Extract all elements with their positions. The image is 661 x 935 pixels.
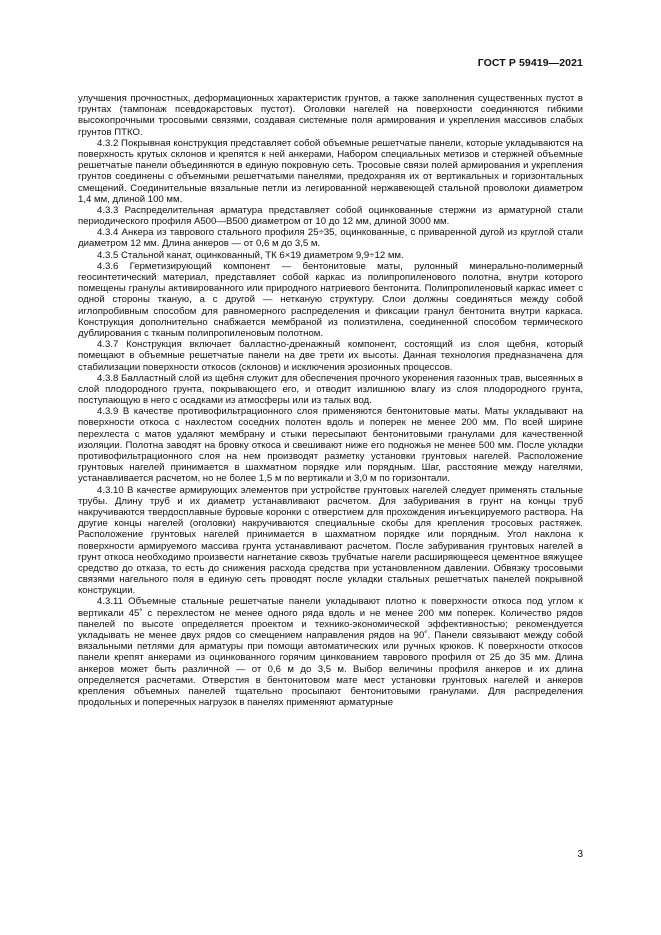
paragraph-continuation: улучшения прочностных, деформационных характеристик грунтов, а также заполнения существенных пустот в грунтах (тампонаж псевдокарстовых пустот). Оголовки нагелей на поверхности соединяются гибкими высокопрочными тросовыми связями, создавая системные поля армирования и укрепления массивов слабых грунтов ПТКО.: [78, 93, 583, 138]
page-number: 3: [577, 849, 583, 860]
standard-header: ГОСТ Р 59419—2021: [477, 57, 583, 69]
paragraph-4-3-9: 4.3.9 В качестве противофильтрационного слоя применяются бентонитовые маты. Маты укладывают на поверхности откоса с нахлестом соседних полотен вдоль и поперек не менее 200 мм. По всей ширине перехлеста с матов удаляют мембрану и стыки пересыпают бентонитовыми гранулами для качественной изоляции. Полотна заводят на бровку откоса и свешивают ниже его подножья не менее 500 мм. После укладки противофильтрационного слоя на нем производят разметку установки грунтовых нагелей. Расположение грунтовых нагелей принимается в шахматном порядке или порядным. Шаг, расстояние между нагелями, устанавливается расчетом, но не более 1,5 м по вертикали и 3,0 м по горизонтали.: [78, 406, 583, 485]
paragraph-4-3-8: 4.3.8 Балластный слой из щебня служит для обеспечения прочного укоренения газонных трав, высеянных в слой плодородного грунта, покрывающего его, и отводит излишнюю влагу из слоя плодородного грунта, поступающую в него с осадками из атмосферы или из талых вод.: [78, 372, 583, 407]
paragraph-4-3-7: 4.3.7 Конструкция включает балластно-дренажный компонент, состоящий из слоя щебня, который помещают в объемные решетчатые панели на две трети их высоты. Данная технология предназначена для стабилизации поверхности откосов (склонов) и исключения эрозионных процессов.: [78, 339, 583, 373]
document-body: [78, 93, 583, 708]
paragraph-4-3-4: 4.3.4 Анкера из таврового стального профиля 25÷35, оцинкованные, с приваренной дугой из круглой стали диаметром 12 мм. Длина анкеров — от 0,6 м до 3,5 м.: [78, 227, 583, 250]
paragraph-4-3-6: 4.3.6 Герметизирующий компонент — бентонитовые маты, рулонный минерально-полимерный геосинтетический материал, представляет собой каркас из полипропиленового полотна, внутри которого помещены гранулы активированного или природного натриевого бентонита. Полипропиленовый каркас имеет с одной стороны тканую, а с другой — нетканую структуру. Слои должны соединяться между собой иглопробивным способом для равномерного распределения и фиксации гранул бентонита внутри каркаса. Конструкция дополнительно снабжается мембраной из полиэтилена, соединенной способом термического дублирования с тканым полипропиленовым полотном.: [78, 260, 583, 339]
paragraph-4-3-10: 4.3.10 В качестве армирующих элементов при устройстве грунтовых нагелей следует применять стальные трубы. Длину труб и их диаметр устанавливают расчетом. Для забуривания в грунт на концы труб накручиваются твердосплавные буровые коронки с отверстием для прохождения инъекцируемого раствора. На другие концы нагелей (оголовки) накручиваются специальные скобы для крепления тросовых растяжек. Расположение грунтовых нагелей принимается в шахматном порядке или порядным. Угол наклона к поверхности армируемого массива грунта устанавливают расчетом. После забуривания грунтовых нагелей в грунт откоса необходимо произвести нагнетание сквозь трубчатые нагели расширяющееся цементное вяжущее средство до отказа, то есть до снижения расхода средства при установленном давлении. Обвязку тросовыми связями нагельного поля в единую сеть проводят после укладки стальных решетчатых панелей покрывной конструкции.: [78, 484, 583, 597]
paragraph-4-3-2: 4.3.2 Покрывная конструкция представляет собой объемные решетчатые панели, которые укладываются на поверхность крутых склонов и крепятся к ней анкерами, Набором специальных метизов и стержней объемные решетчатые панели объединяются в единую покровную сеть. Тросовые связи полей армирования и укрепления грунтов соединены с объемными решетчатыми панелями, предохраняя их от вертикальных и горизонтальных смещений. Соединительные вязальные петли из легированной нержавеющей стальной проволоки диаметром 1,4 мм, длиной 100 мм.: [78, 137, 583, 205]
paragraph-4-3-3: 4.3.3 Распределительная арматура представляет собой оцинкованные стержни из арматурной стали периодического профиля А500—В500 диаметром от 10 до 12 мм, длиной 3000 мм.: [78, 204, 583, 228]
paragraph-4-3-11: 4.3.11 Объемные стальные решетчатые панели укладывают плотно к поверхности откоса под углом к вертикали 45˚ с перехлестом не менее одного ряда вдоль и не менее 200 мм поперек. Количество рядов панелей по высоте определяется проектом и технико-экономической эффективностью; рекомендуется укладывать не менее двух рядов со смещением направления рядов на 90˚. Панели связывают между собой вязальными петлями для арматуры при помощи автоматических или ручных крюков. К поверхности откосов панели крепят анкерами из оцинкованного горячим цинкованием таврового профиля от 25 до 35 мм. Длина анкеров может быть различной — от 0,6 м до 3,5 м. Выбор величины профиля анкеров и их длина определяется расчетами. Отверстия в бентонитовом мате мест установки грунтовых нагелей и анкеров крепления объемных панелей тщательно просыпают бентонитовыми гранулами. Для распределения продольных и поперечных нагрузок в панелях применяют арматурные: [78, 596, 583, 709]
paragraph-4-3-5: 4.3.5 Стальной канат, оцинкованный, ТК 6×19 диаметром 9,9÷12 мм.: [97, 249, 404, 261]
